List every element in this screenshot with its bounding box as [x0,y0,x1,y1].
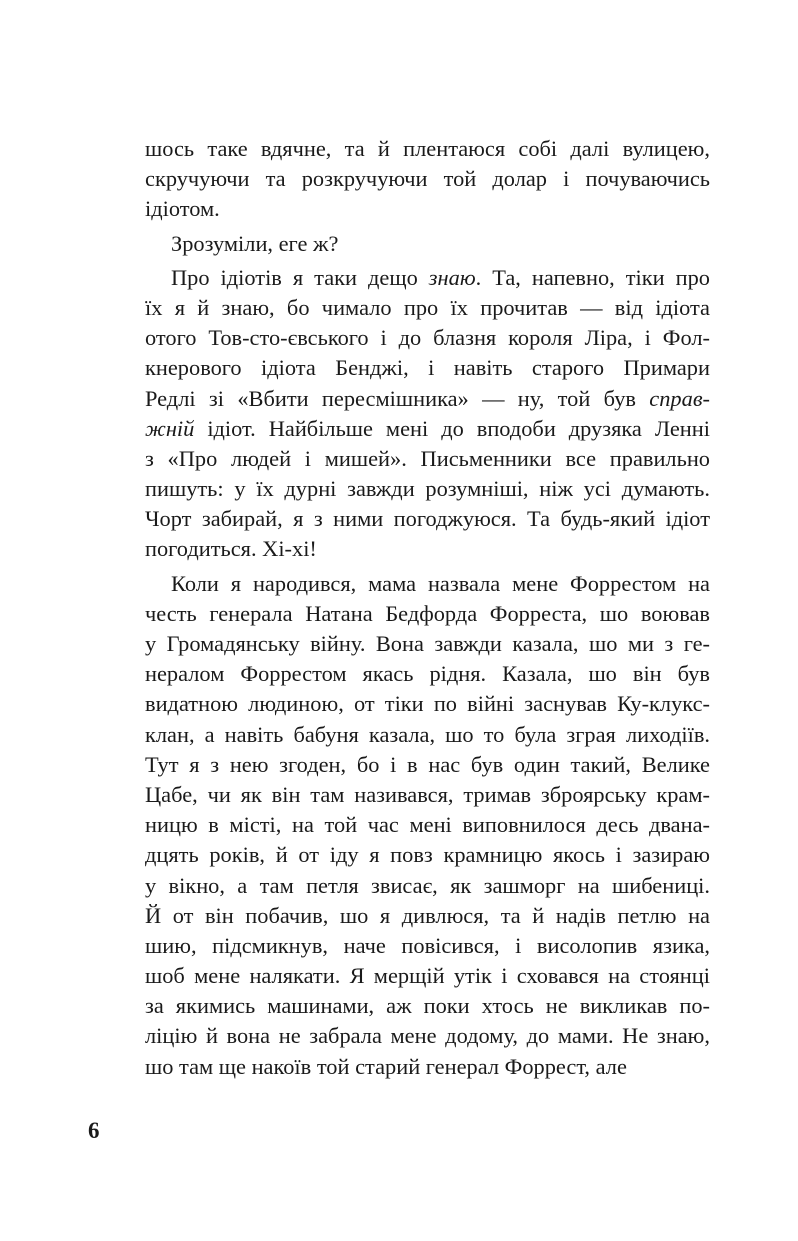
text-line: за якимись машинами, аж поки хтось не викликав по- [145,993,710,1019]
text-line: у вікно, а там петля звисає, як зашморг на шибениці. [145,872,710,898]
italic-word: справ- [649,385,710,411]
text-line: погодиться. Хі-хі! [145,536,317,562]
text-line: дцять років, й от іду я повз крамницю якось і зазираю [145,842,710,868]
text-line: скручуючи та розкручуючи той долар і почуваючись [145,166,710,192]
page-number: 6 [88,1118,100,1143]
text-line: з «Про людей і мишей». Письменники все правильно [145,445,710,471]
text-line: ницю в місті, на той час мені виповнилося десь дванa- [145,812,710,838]
italic-word: жній [145,415,195,441]
text-line: шось таке вдячне, та й плентаюся собі далі вулицею, [145,136,710,161]
text-line: Коли я народився, мама назвала мене Форрестом на [171,570,710,596]
text-line: Чорт забирай, я з ними погоджуюся. Та будь-який ідіот [145,506,710,532]
text-line: видатною людиною, от тіки по війні заснував Ку-клукс- [145,691,710,717]
text-line: честь генерала Натана Бедфорда Форреста, шо воював [145,600,710,626]
text-line: ліцію й вона не забрала мене додому, до мами. Не знаю, [145,1023,710,1049]
text-line: пишуть: у їх дурні завжди розумніші, ніж усі думають. [145,476,710,502]
text-line: у Громадянську війну. Вона завжди казала, шо ми з ге- [145,631,710,656]
italic-word: знаю [428,264,476,290]
text-line: Редлі зі «Вбити пересмішника» — ну, той був справ- [145,385,710,411]
text-line: шоб мене налякати. Я мерщій утік і сховався на стоянці [145,963,710,989]
text-line: шо там ще накоїв той старий генерал Форрест, але [145,1053,627,1079]
text-line: Зрозуміли, еге ж? [171,230,339,256]
text-line: нералом Форрестом якась рідня. Казала, шо він був [145,661,710,687]
text-line: кнерового ідіота Бенджі, і навіть старого Примари [145,355,710,381]
text-line: їх я й знаю, бо чимало про їх прочитав — від ідіота [145,294,710,320]
text-line: жній ідіот. Найбільше мені до вподоби друзяка Ленні [145,415,710,441]
book-page-text [145,134,710,1082]
text-line: Цабе, чи як він там називався, тримав зброярську крам- [145,781,710,807]
text-line: Й от він побачив, шо я дивлюся, та й надів петлю на [145,902,710,928]
text-line: ідіотом. [145,196,220,222]
text-line: Про ідіотів я таки дещо знаю. Та, напевно, тіки про [171,264,710,290]
text-line: отого Тов-сто-євського і до блазня короля Ліра, і Фол- [145,325,710,351]
text-line: Тут я з нею згоден, бо і в нас був один такий, Велике [145,751,710,777]
text-line: клан, а навіть бабуня казала, шо то була зграя лиходіїв. [145,721,710,747]
text-line: шию, підсмикнув, наче повісився, і висолопив язика, [145,932,710,958]
